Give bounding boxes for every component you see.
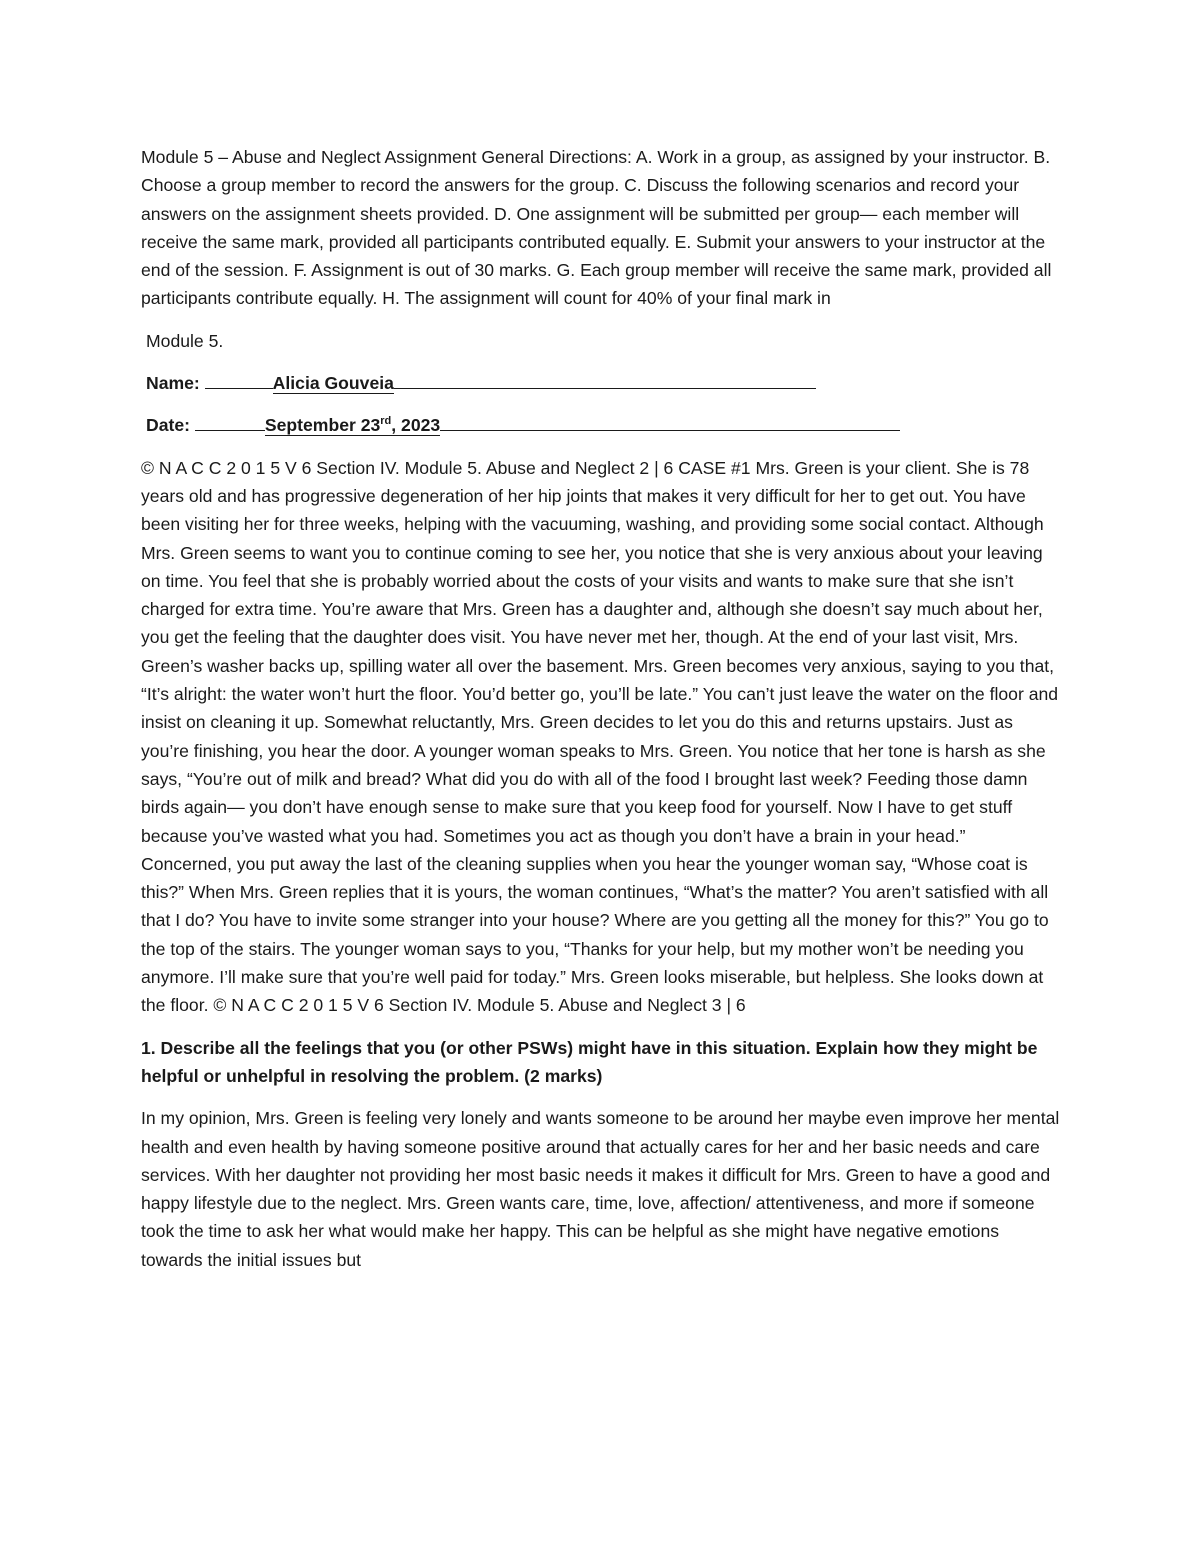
date-value-main: September 23 [264, 415, 381, 436]
document-page [141, 143, 1061, 1288]
name-field [146, 369, 1061, 397]
name-underline-trail [394, 370, 816, 389]
date-value-year: , 2023 [391, 415, 441, 436]
date-label: Date: [146, 415, 190, 436]
assignment-directions: Module 5 – Abuse and Neglect Assignment General Directions: A. Work in a group, as assigned by your instructor. B. Choose a group member to record the answers for the group. C. Discuss the following scenarios and record your answers on the assignment sheets provided. D. One assignment will be submitted per group— each member will receive the same mark, provided all participants contributed equally. E. Submit your answers to your instructor at the end of the session. F. Assignment is out of 30 marks. G. Each group member will receive the same mark, provided all participants contribute equally. H. The assignment will count for 40% of your final mark in [141, 147, 1052, 309]
case-scenario: © N A C C 2 0 1 5 V 6 Section IV. Module 5. Abuse and Neglect 2 | 6 CASE #1 Mrs. Green is your client. She is 78 years old and has progressive degeneration of her hip joints that makes it very difficult for her to get out. You have been visiting her for three weeks, helping with the vacuuming, washing, and providing some social contact. Although Mrs. Green seems to want you to continue coming to see her, you notice that she is very anxious about your leaving on time. You feel that she is probably worried about the costs of your visits and wants to make sure that she isn’t charged for extra time. You’re aware that Mrs. Green has a daughter and, although she doesn’t say much about her, you get the feeling that the daughter does visit. You have never met her, though. At the end of your last visit, Mrs. Green’s washer backs up, spilling water all over the basement. Mrs. Green becomes very anxious, saying to you that, “It’s alright: the water won’t hurt the floor. You’d better go, you’ll be late.” You can’t just leave the water on the floor and insist on cleaning it up. Somewhat reluctantly, Mrs. Green decides to let you do this and returns upstairs. Just as you’re finishing, you hear the door. A younger woman speaks to Mrs. Green. You notice that her tone is harsh as she says, “You’re out of milk and bread? What did you do with all of the food I brought last week? Feeding those damn birds again— you don’t have enough sense to make sure that you keep food for yourself. Now I have to get stuff because you’ve wasted what you had. Sometimes you act as though you don’t have a brain in your head.” Concerned, you put away the last of the cleaning supplies when you hear the younger woman say, “Whose coat is this?” When Mrs. Green replies that it is yours, the woman continues, “What’s the matter? You aren’t satisfied with all that I do? You have to invite some stranger into your house? Where are you getting all the money for this?” You go to the top of the stairs. The younger woman says to you, “Thanks for your help, but my mother won’t be needing you anymore. I’ll make sure that you’re well paid for today.” Mrs. Green looks miserable, but helpless. She looks down at the floor. © N A C C 2 0 1 5 V 6 Section IV. Module 5. Abuse and Neglect 3 | 6 [141, 457, 1059, 1016]
date-field [146, 411, 1061, 439]
name-label: Name: [146, 373, 200, 394]
date-underline-lead [195, 412, 265, 431]
answer-1: In my opinion, Mrs. Green is feeling very lonely and wants someone to be around her maybe even improve her mental health and even health by having someone positive around that actually cares for her and her basic needs and care services. With her daughter not providing her most basic needs it makes it difficult for Mrs. Green to have a good and happy lifestyle due to the neglect. Mrs. Green wants care, time, love, affection/ attentiveness, and more if someone took the time to ask her what would make her happy. This can be helpful as she might have negative emotions towards the initial issues but [141, 1108, 1060, 1270]
name-value: Alicia Gouveia [272, 373, 394, 394]
question-1: 1. Describe all the feelings that you (or other PSWs) might have in this situation. Explain how they might be helpful or unhelpful in resolving the problem. (2 marks) [141, 1037, 1038, 1086]
name-underline-lead [205, 370, 273, 389]
date-value [265, 415, 440, 436]
module-line: Module 5. [146, 330, 224, 351]
date-value-suffix: rd [380, 415, 392, 428]
date-underline-trail [440, 412, 900, 431]
